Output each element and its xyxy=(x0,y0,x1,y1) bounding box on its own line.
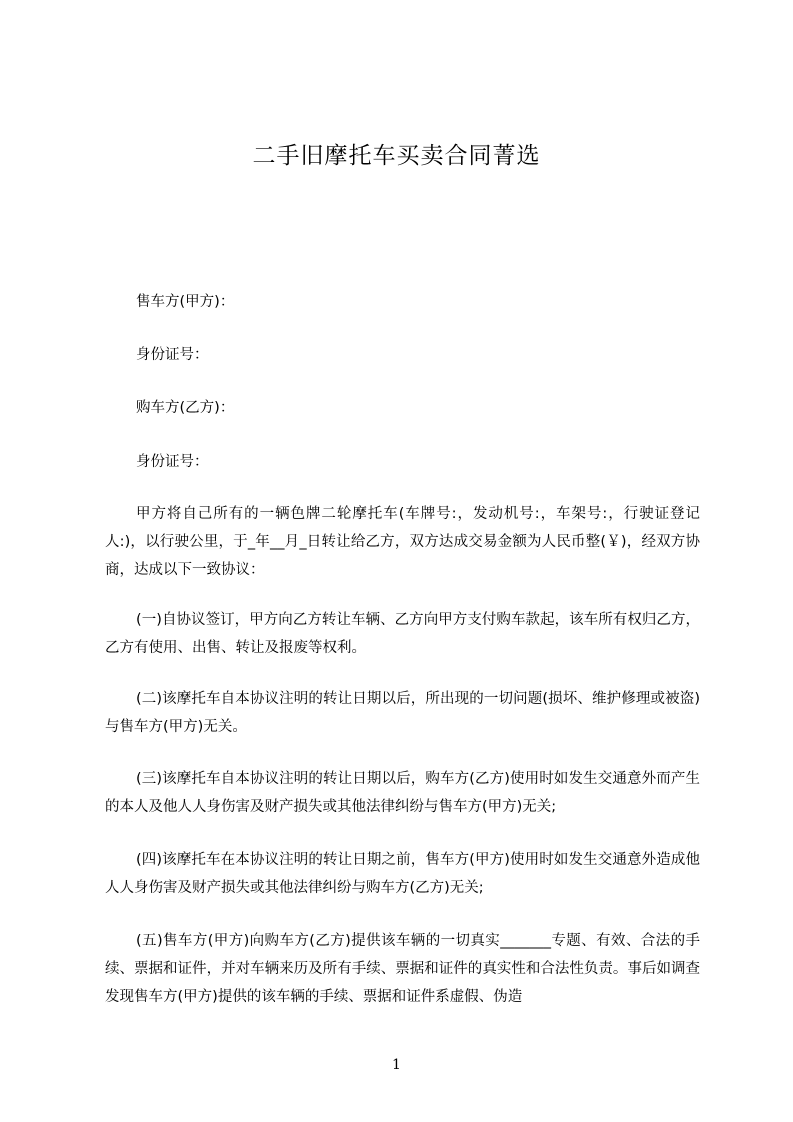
document-title: 二手旧摩托车买卖合同菁选 xyxy=(252,143,541,169)
clause-5-paragraph: (五)售车方(甲方)向购车方(乙方)提供该车辆的一切真实_______专题、有效、合法的手续、票据和证件，并对车辆来历及所有手续、票据和证件的真实性和合法性负责。事后如调查发现售车方(甲方)提供的该车辆的手续、票据和证件系虚假、伪造 xyxy=(105,933,700,1005)
page-number: 1 xyxy=(392,1057,401,1073)
seller-field-label: 售车方(甲方)： xyxy=(136,294,235,310)
seller-id-field-label: 身份证号： xyxy=(136,347,209,363)
clause-3-paragraph: (三)该摩托车自本协议注明的转让日期以后，购车方(乙方)使用时如发生交通意外而产生的本人及他人人身伤害及财产损失或其他法律纠纷与售车方(甲方)无关; xyxy=(105,771,700,815)
buyer-id-field-label: 身份证号： xyxy=(136,454,209,470)
buyer-field-label: 购车方(乙方)： xyxy=(136,400,235,416)
clause-4-paragraph: (四)该摩托车在本协议注明的转让日期之前，售车方(甲方)使用时如发生交通意外造成他人人身伤害及财产损失或其他法律纠纷与购车方(乙方)无关; xyxy=(105,852,700,896)
clause-2-paragraph: (二)该摩托车自本协议注明的转让日期以后，所出现的一切问题(损坏、维护修理或被盗)与售车方(甲方)无关。 xyxy=(105,691,700,735)
intro-paragraph: 甲方将自己所有的一辆色牌二轮摩托车(车牌号:，发动机号:，车架号:，行驶证登记人:)，以行驶公里，于_年__月_日转让给乙方，双方达成交易金额为人民币整(￥)，经双方协商，达成以下一致协议： xyxy=(105,506,700,578)
clause-1-paragraph: (一)自协议签订，甲方向乙方转让车辆、乙方向甲方支付购车款起，该车所有权归乙方，乙方有使用、出售、转让及报废等权利。 xyxy=(105,612,700,656)
